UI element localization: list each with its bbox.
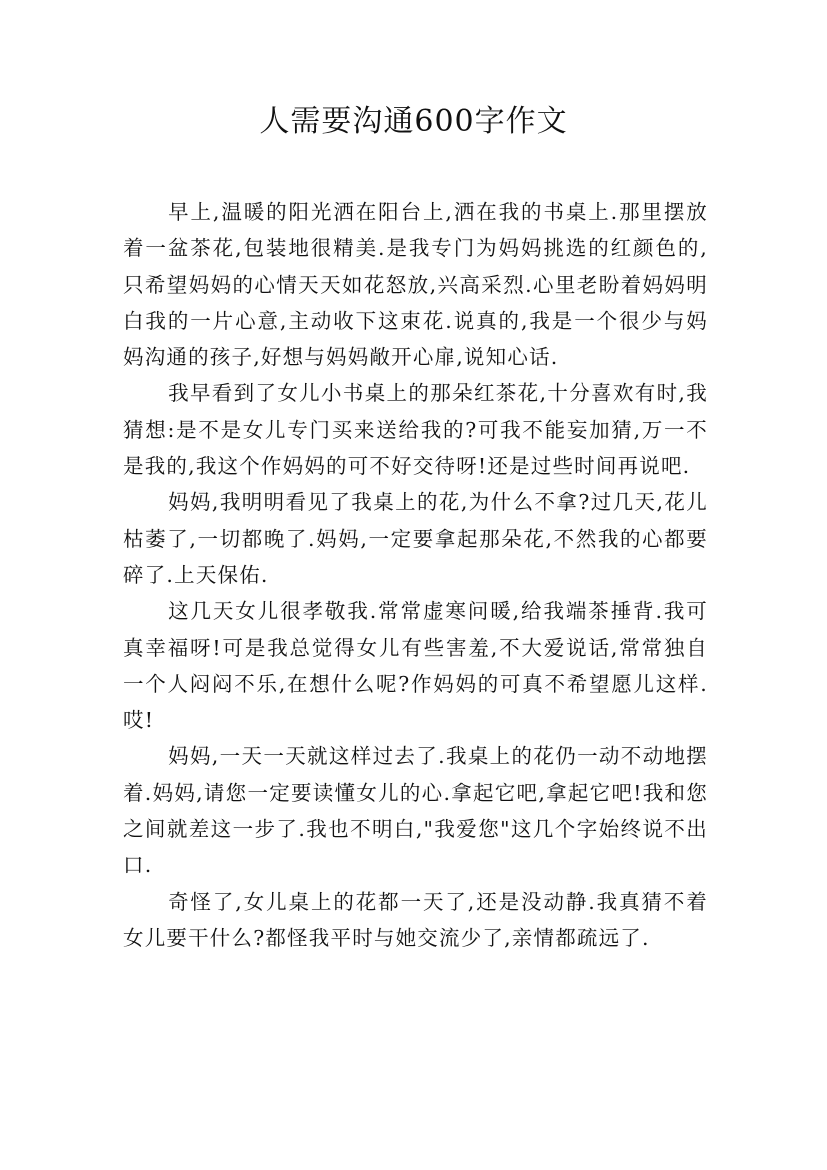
paragraph-4: 这几天女儿很孝敬我.常常虚寒问暖,给我端茶捶背.我可真幸福呀!可是我总觉得女儿有些害羞,不大爱说话,常常独自一个人闷闷不乐,在想什么呢?作妈妈的可真不希望愿儿这样.哎!: [123, 599, 708, 733]
paragraph-6: 奇怪了,女儿桌上的花都一天了,还是没动静.我真猜不着女儿要干什么?都怪我平时与她交流少了,亲情都疏远了.: [123, 889, 708, 950]
paragraph-1: 早上,温暖的阳光洒在阳台上,洒在我的书桌上.那里摆放着一盆茶花,包装地很精美.是我专门为妈妈挑选的红颜色的,只希望妈妈的心情天天如花怒放,兴高采烈.心里老盼着妈妈明白我的一片心意,主动收下这束花.说真的,我是一个很少与妈妈沟通的孩子,好想与妈妈敞开心扉,说知心话.: [123, 200, 708, 370]
paragraph-3: 妈妈,我明明看见了我桌上的花,为什么不拿?过几天,花儿枯萎了,一切都晚了.妈妈,一定要拿起那朵花,不然我的心都要碎了.上天保佑.: [123, 490, 708, 587]
article-body: [123, 194, 708, 956]
page-title: 人需要沟通600字作文: [259, 104, 568, 139]
paragraph-5: 妈妈,一天一天就这样过去了.我桌上的花仍一动不动地摆着.妈妈,请您一定要读懂女儿的心.拿起它吧,拿起它吧!我和您之间就差这一步了.我也不明白,"我爱您"这几个字始终说不出口.: [123, 744, 708, 878]
paragraph-2: 我早看到了女儿小书桌上的那朵红茶花,十分喜欢有时,我猜想:是不是女儿专门买来送给我的?可我不能妄加猜,万一不是我的,我这个作妈妈的可不好交待呀!还是过些时间再说吧.: [123, 381, 708, 479]
